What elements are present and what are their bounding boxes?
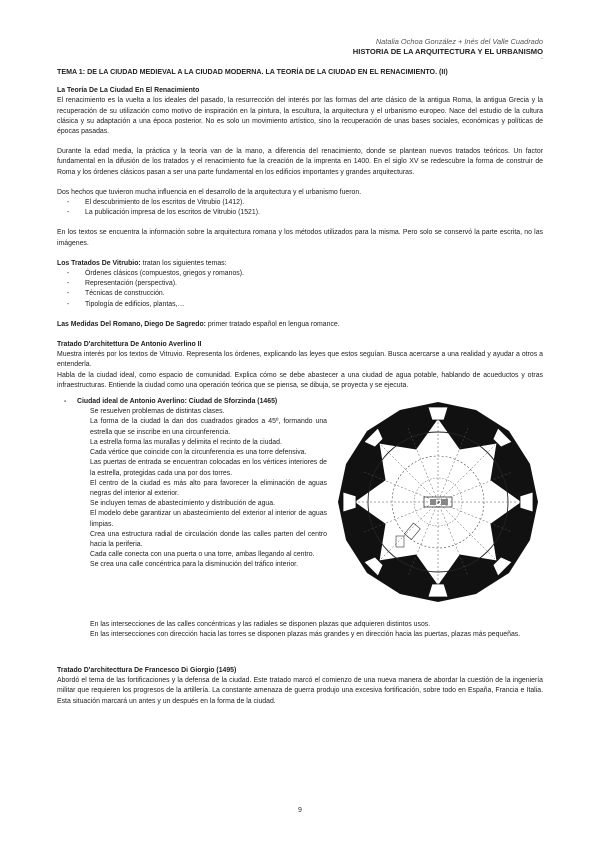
list-item: El modelo debe garantizar un abastecimiento del exterior al interior de aguas limpias. <box>90 510 327 528</box>
page-number: 9 <box>298 807 302 814</box>
list-item: - Técnicas de construcción. <box>85 289 543 299</box>
sforzinda-plan-drawing <box>333 399 543 605</box>
document-body <box>57 67 543 707</box>
vitruvio-topics <box>57 269 543 310</box>
list-item: - Tipología de edificios, plantas,… <box>85 300 543 310</box>
svg-text:F: F <box>524 499 528 507</box>
sforzinda-title: - Ciudad ideal de Antonio Averlino: Ciudad de Sforzinda (1465) <box>64 397 327 407</box>
header-authors: Natalia Ochoa González + Inés del Valle Cuadrado <box>375 37 543 46</box>
renaissance-heading: La Teoría De La Ciudad En El Renacimiento <box>57 87 200 95</box>
header-dash: - <box>541 56 543 62</box>
sforzinda-wide-list <box>90 620 543 640</box>
giorgio-paragraph: Abordó el tema de las fortificaciones y la defensa de la ciudad. Este tratado marcó el comienzo de una nueva manera de abordar la cuestión de la ingeniería militar que requieren los progresos de la artillería. La constante amenaza de guerra produjo una excesiva fortificación, sobre todo en España, Francia e Italia. Esta situación marcará un antes y un después en la forma de la ciudad. <box>57 677 543 705</box>
renaissance-paragraph-1: El renacimiento es la vuelta a los ideales del pasado, la resurrección del interés por las formas del arte clásico de la antigua Roma, la antigua Grecia y la recuperación de su utilización como motivo de inspiración en la pintura, la escultura, la arquitectura y el urbanismo europeo. Nace del estudio de la cultura clásica y su adaptación a una época posterior. No es solo un movimiento artístico, sino la recuperación de unas bases sociales, económicas y políticas de épocas pasadas. <box>57 97 543 136</box>
list-item: Cada vértice que coincide con la circunferencia es una torre defensiva. <box>90 449 307 457</box>
list-item: - El descubrimiento de los escritos de Vitrubio (1412). <box>85 198 543 208</box>
svg-text:F: F <box>346 499 350 507</box>
list-item: Se incluyen temas de abastecimiento y distribución de agua. <box>90 500 276 508</box>
sforzinda-section <box>57 397 543 666</box>
list-item: - Órdenes clásicos (compuestos, griegos y romanos). <box>85 269 543 279</box>
list-item: La estrella forma las murallas y delimita el recinto de la ciudad. <box>90 438 282 446</box>
medidas-paragraph <box>57 320 543 330</box>
medidas-text: primer tratado español en lengua romance. <box>205 320 340 328</box>
averlino-paragraph-2: Habla de la ciudad ideal, como espacio de comunidad. Explica cómo se debe abastecer a una ciudad de agua potable, hablando de acueductos y otras infraestructuras. Entiende la ciudad como una operación teórica que se piensa, se dibuja, se proyecta y se ejecuta. <box>57 371 543 389</box>
list-item: Crea una estructura radial de circulación donde las calles parten del centro hacia la periferia. <box>90 530 327 548</box>
svg-text:F: F <box>435 409 439 417</box>
list-item: La forma de la ciudad la dan dos cuadrados girados a 45º, formando una estrella que se inscribe en una circunferencia. <box>90 418 327 436</box>
list-item: Cada calle conecta con una puerta o una torre, ambas llegando al centro. <box>90 551 315 559</box>
list-item: Las puertas de entrada se encuentran colocadas en los vértices interiores de la estrella, protegidas cada una por dos torres. <box>90 459 327 477</box>
giorgio-heading: Tratado D'architecttura De Francesco Di Giorgio (1495) <box>57 667 237 675</box>
vitruvio-text: tratan los siguientes temas: <box>140 259 227 267</box>
topic-title: TEMA 1: DE LA CIUDAD MEDIEVAL A LA CIUDAD MODERNA. LA TEORÍA DE LA CIUDAD EN EL RENACIMIENTO. (II) <box>57 68 448 76</box>
facts-list <box>57 198 543 218</box>
medidas-label: Las Medidas Del Romano, Diego De Sagredo: <box>57 320 206 328</box>
list-item: Se crea una calle concéntrica para la disminución del tráfico interior. <box>90 561 298 569</box>
renaissance-paragraph-3: Dos hechos que tuvieron mucha influencia en el desarrollo de la arquitectura y el urbanismo fueron. <box>57 188 362 196</box>
renaissance-paragraph-2: Durante la edad media, la práctica y la teoría van de la mano, a diferencia del renacimiento, donde se plantean nuevos tratados teóricos. Un factor fundamental en la difusión de los tratados y el renacimiento fue la creación de la imprenta en 1400. En el siglo XV se redescubre la forma de construir de Roma y los órdenes clásicos pasan a ser una parte fundamental en los edificios importantes y grandes arquitecturas. <box>57 148 543 176</box>
list-item: En las intersecciones con dirección hacia las torres se disponen plazas más grandes y en dirección hacia las puertas, plazas más pequeñas. <box>90 631 521 639</box>
list-item: En las intersecciones de las calles concéntricas y las radiales se disponen plazas que adquieren distintos usos. <box>90 621 431 629</box>
averlino-heading: Tratado D'architettura De Antonio Averlino II <box>57 341 202 349</box>
vitruvio-paragraph <box>57 259 543 269</box>
list-item: Se resuelven problemas de distintas clases. <box>90 408 225 416</box>
averlino-paragraph-1: Muestra interés por los textos de Vitruvio. Representa los órdenes, explicando las leyes que estos seguían. Busca acercarse a una realidad y ayudar a otros a entenderla. <box>57 351 543 369</box>
vitruvio-label: Los Tratados De Vitrubio: <box>57 259 141 267</box>
list-item: - La publicación impresa de los escritos de Vitrubio (1521). <box>85 208 543 218</box>
list-item: - Representación (perspectiva). <box>85 279 543 289</box>
list-item: El centro de la ciudad es más alto para favorecer la eliminación de aguas negras del interior al exterior. <box>90 479 327 497</box>
header-course: HISTORIA DE LA ARQUITECTURA Y EL URBANISMO <box>352 47 543 56</box>
sforzinda-list <box>77 397 327 570</box>
svg-text:F: F <box>435 590 439 598</box>
renaissance-paragraph-4: En los textos se encuentra la información sobre la arquitectura romana y los métodos utilizados para la misma. Pero solo se conservó la parte escrita, no las imágenes. <box>57 229 543 247</box>
